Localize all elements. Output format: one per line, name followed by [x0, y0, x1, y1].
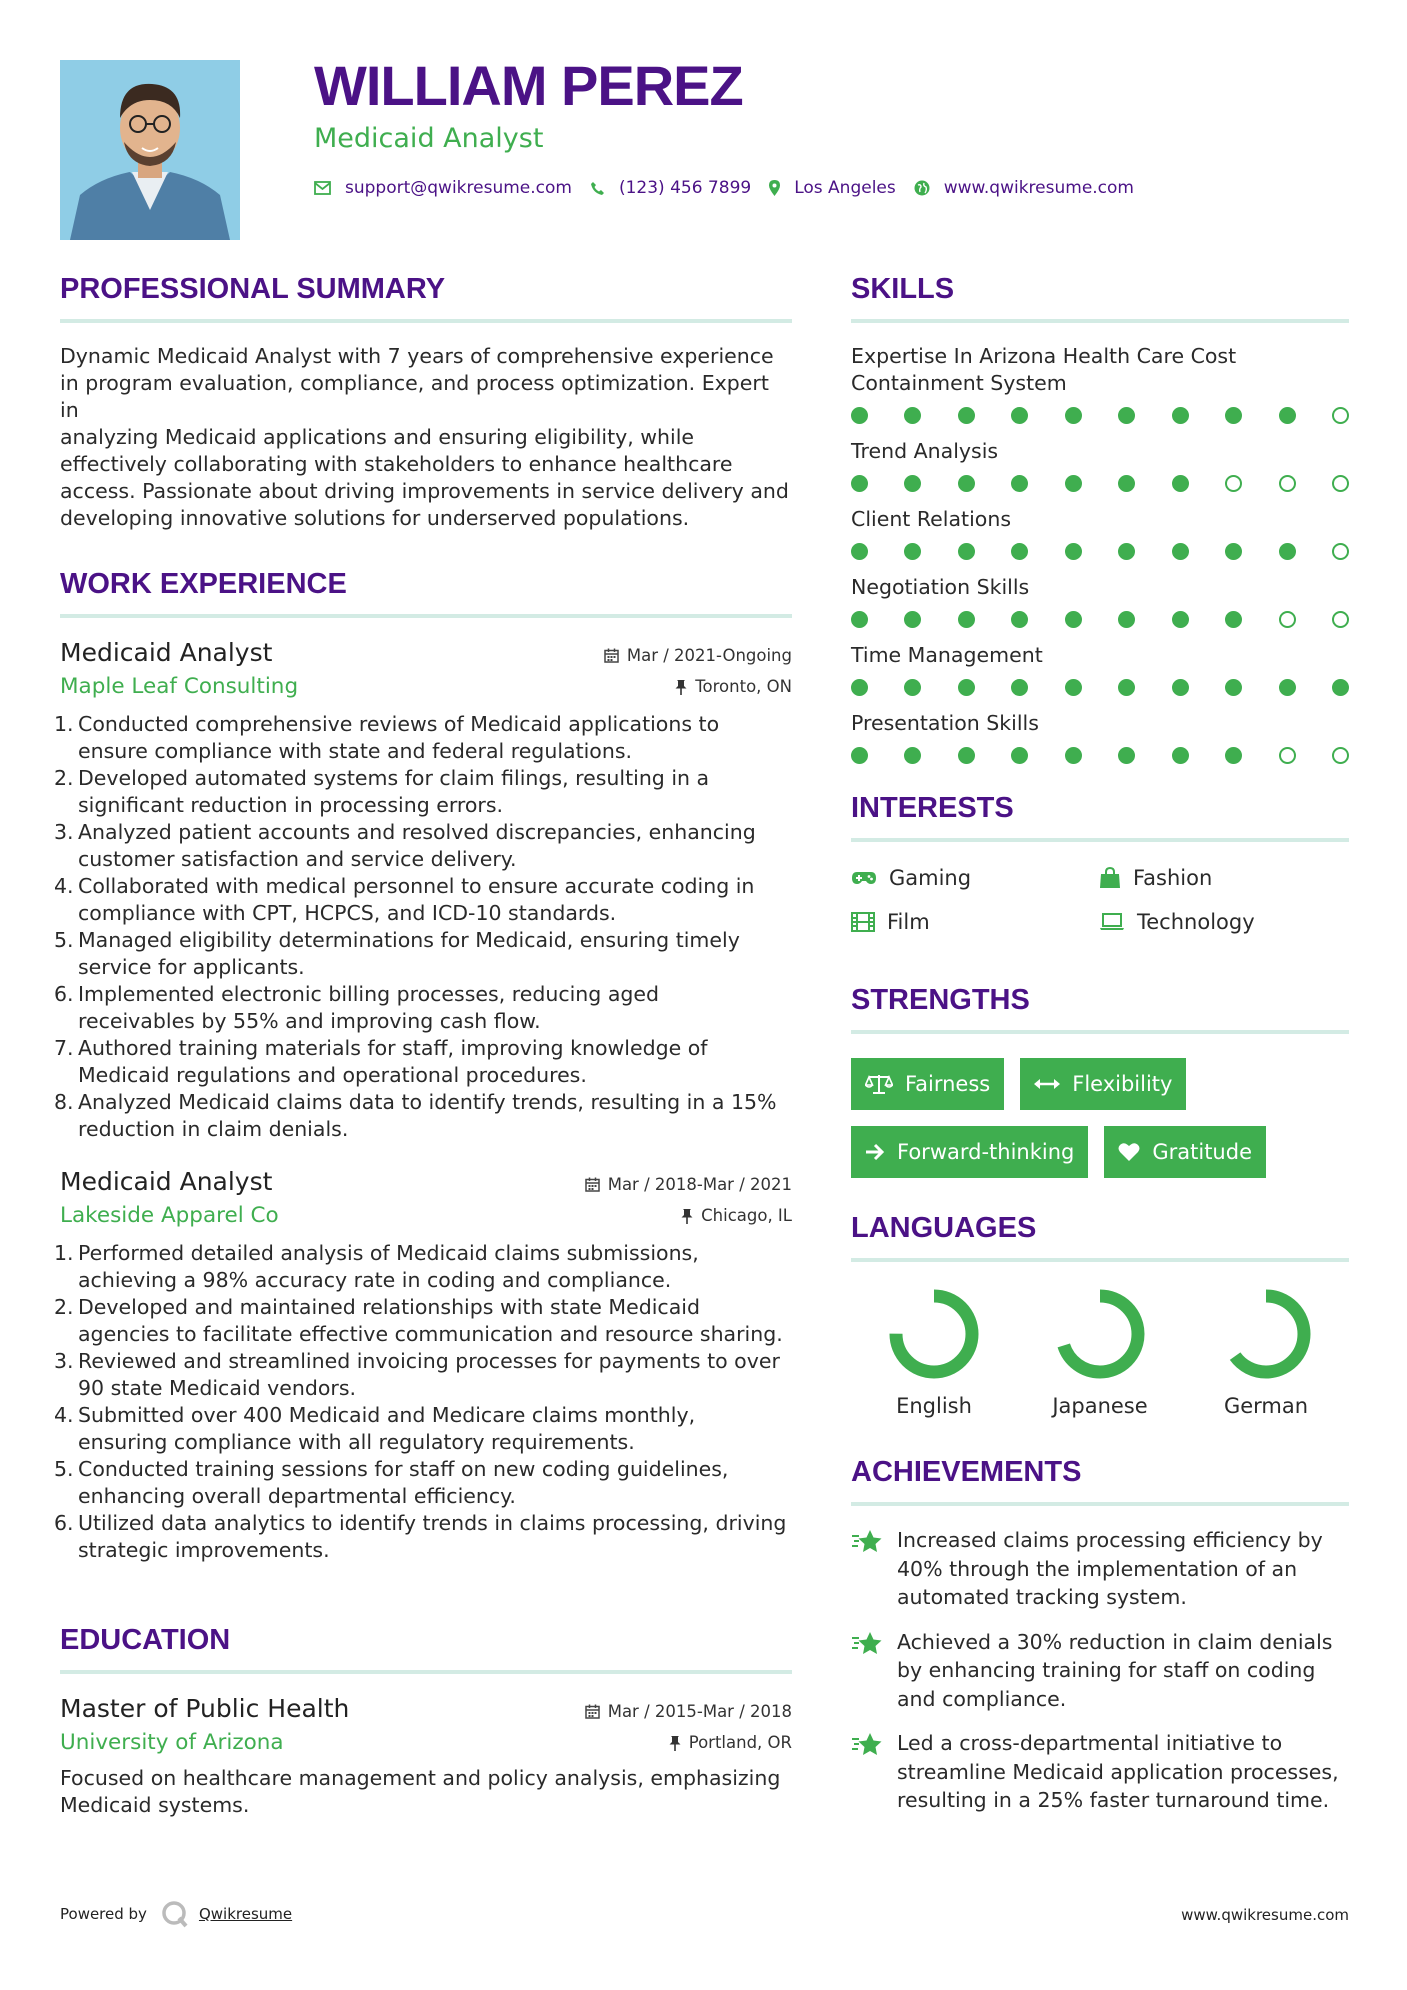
achievement-line: automated tracking system. — [897, 1585, 1187, 1609]
phone-icon — [590, 181, 605, 196]
rating-dot-filled — [1225, 611, 1242, 628]
candidate-title: Medicaid Analyst — [314, 123, 544, 154]
summary-line: developing innovative solutions for underserved populations. — [60, 506, 690, 530]
strength-label: Fairness — [905, 1072, 991, 1096]
skill-name: Expertise In Arizona Health Care Cost — [851, 344, 1237, 368]
rating-dot-filled — [1065, 611, 1082, 628]
section-heading-achievements: ACHIEVEMENTS — [851, 1458, 1349, 1506]
skill-rating — [851, 407, 1349, 424]
rating-dot-filled — [1279, 679, 1296, 696]
duty-line: Utilized data analytics to identify trends in claims processing, driving — [78, 1511, 787, 1535]
language-proficiency-arc — [896, 1296, 972, 1372]
achievement-line: Led a cross-departmental initiative to — [897, 1731, 1283, 1755]
pushpin-icon — [669, 1735, 681, 1751]
contact-phone-text: (123) 456 7899 — [618, 178, 752, 198]
strength-label: Gratitude — [1152, 1140, 1252, 1164]
skill-item — [851, 343, 1349, 424]
rating-dot-filled — [1011, 611, 1028, 628]
skill-name: Time Management — [851, 643, 1043, 667]
achievement-item — [851, 1526, 1349, 1612]
language-item — [1183, 1286, 1349, 1418]
rating-dot-filled — [1172, 747, 1189, 764]
skill-name: Client Relations — [851, 507, 1012, 531]
rating-dot-filled — [1332, 679, 1349, 696]
contact-website-text: www.qwikresume.com — [943, 178, 1134, 198]
job-location — [681, 1206, 792, 1225]
calendar-icon — [604, 648, 619, 663]
skill-rating — [851, 543, 1349, 560]
rating-dot-filled — [1118, 543, 1135, 560]
duty-item: 4. Collaborated with medical personnel to ensure accurate coding in compliance with CPT, HCPCS, and ICD-10 standards. — [60, 873, 792, 927]
duty-line: Conducted comprehensive reviews of Medicaid applications to — [78, 712, 720, 736]
qwikresume-logo-icon — [161, 1900, 189, 1928]
skill-name: Trend Analysis — [851, 439, 999, 463]
languages-section — [851, 1214, 1349, 1418]
achievement-text — [897, 1729, 1339, 1815]
skills-section — [851, 275, 1349, 764]
pushpin-icon — [681, 1208, 693, 1224]
duty-item: 6. Utilized data analytics to identify trends in claims processing, driving strategic improvements. — [60, 1510, 792, 1564]
work-experience-section — [54, 568, 792, 1564]
skill-item — [851, 574, 1349, 628]
duty-item: 4. Submitted over 400 Medicaid and Medicare claims monthly, ensuring compliance with all regulatory requirements. — [60, 1402, 792, 1456]
duty-item: 8. Analyzed Medicaid claims data to identify trends, resulting in a 15% reduction in claim denials. — [60, 1089, 792, 1143]
balance-scale-icon — [865, 1073, 893, 1095]
skill-item — [851, 642, 1349, 696]
rating-dot-filled — [904, 407, 921, 424]
interest-label: Gaming — [889, 866, 972, 890]
strength-label: Forward-thinking — [897, 1140, 1075, 1164]
language-item — [1017, 1286, 1183, 1418]
achievement-text — [897, 1628, 1333, 1714]
rating-dot-filled — [1225, 747, 1242, 764]
achievements-list — [851, 1526, 1349, 1815]
globe-icon — [914, 180, 930, 196]
job-company: Lakeside Apparel Co — [60, 1203, 279, 1228]
achievement-line: by enhancing training for staff on coding — [897, 1658, 1316, 1682]
arrow-right-icon — [865, 1143, 885, 1161]
job-role: Medicaid Analyst — [60, 638, 273, 667]
duty-item: 2. Developed automated systems for claim filings, resulting in a significant reduction in processing errors. — [60, 765, 792, 819]
right-column — [851, 275, 1349, 1831]
interest-label: Technology — [1137, 910, 1255, 934]
achievement-line: resulting in a 25% faster turnaround time. — [897, 1788, 1330, 1812]
achievement-line: Increased claims processing efficiency by — [897, 1528, 1323, 1552]
rating-dot-filled — [1065, 407, 1082, 424]
duty-item: 5. Conducted training sessions for staff on new coding guidelines, enhancing overall departmental efficiency. — [60, 1456, 792, 1510]
skill-rating — [851, 611, 1349, 628]
skill-item — [851, 506, 1349, 560]
summary-line: analyzing Medicaid applications and ensuring eligibility, while — [60, 425, 695, 449]
summary-line: access. Passionate about driving improvements in service delivery and — [60, 479, 789, 503]
duty-line: Performed detailed analysis of Medicaid claims submissions, — [78, 1241, 699, 1265]
achievement-line: 40% through the implementation of an — [897, 1556, 1298, 1581]
job-date — [604, 646, 792, 665]
language-proficiency-ring — [1052, 1286, 1148, 1382]
rating-dot-empty — [1332, 611, 1349, 628]
duty-line: achieving a 98% accuracy rate in coding and compliance. — [78, 1268, 672, 1292]
language-name: German — [1223, 1394, 1309, 1418]
summary-line: Dynamic Medicaid Analyst with 7 years of comprehensive experience — [60, 344, 774, 368]
section-heading-languages: LANGUAGES — [851, 1214, 1349, 1262]
duty-line: Analyzed Medicaid claims data to identify trends, resulting in a 15% — [78, 1090, 777, 1114]
strength-tag — [1020, 1058, 1186, 1110]
duty-item: 5. Managed eligibility determinations for Medicaid, ensuring timely service for applicants. — [60, 927, 792, 981]
skill-name: Presentation Skills — [851, 711, 1039, 735]
rating-dot-filled — [851, 611, 868, 628]
rating-dot-filled — [1011, 475, 1028, 492]
achievement-text — [897, 1526, 1323, 1612]
duty-line: significant reduction in processing errors. — [78, 793, 504, 817]
interests-section — [851, 794, 1349, 934]
skill-item — [851, 438, 1349, 492]
strength-tag — [851, 1058, 1004, 1110]
duty-line: compliance with CPT, HCPCS, and ICD-10 standards. — [78, 901, 617, 925]
rating-dot-empty — [1279, 747, 1296, 764]
education-line: Medicaid systems. — [60, 1793, 250, 1817]
duty-line: Developed automated systems for claim filings, resulting in a — [78, 766, 710, 790]
summary-line: in program evaluation, compliance, and process optimization. Expert in — [60, 371, 769, 422]
job-location-text: Toronto, ON — [695, 677, 792, 696]
education-line: Focused on healthcare management and policy analysis, emphasizing — [60, 1766, 781, 1790]
achievement-item — [851, 1628, 1349, 1714]
rating-dot-filled — [1011, 543, 1028, 560]
rating-dot-empty — [1332, 407, 1349, 424]
duty-line: Reviewed and streamlined invoicing processes for payments to over — [78, 1349, 780, 1373]
rating-dot-filled — [1011, 407, 1028, 424]
skill-rating — [851, 747, 1349, 764]
duty-line: Developed and maintained relationships with state Medicaid — [78, 1295, 700, 1319]
duty-line: 90 state Medicaid vendors. — [78, 1376, 357, 1400]
strength-tag — [851, 1126, 1088, 1178]
duty-line: enhancing overall departmental efficiency. — [78, 1484, 516, 1508]
school-name: University of Arizona — [60, 1730, 284, 1755]
rating-dot-filled — [1118, 679, 1135, 696]
duty-line: customer satisfaction and service delivery. — [78, 847, 517, 871]
duty-line: Submitted over 400 Medicaid and Medicare claims monthly, — [78, 1403, 696, 1427]
language-proficiency-ring — [886, 1286, 982, 1382]
rating-dot-filled — [904, 543, 921, 560]
rating-dot-filled — [1118, 747, 1135, 764]
job-location — [675, 677, 792, 696]
rating-dot-filled — [1011, 747, 1028, 764]
job-date-text: Mar / 2018-Mar / 2021 — [607, 1175, 792, 1194]
rating-dot-filled — [1225, 407, 1242, 424]
education-section — [60, 1626, 792, 1819]
rating-dot-filled — [1172, 679, 1189, 696]
rating-dot-filled — [1065, 679, 1082, 696]
rating-dot-filled — [1011, 679, 1028, 696]
job-entry — [54, 638, 792, 1143]
rating-dot-filled — [851, 679, 868, 696]
duty-line: Conducted training sessions for staff on new coding guidelines, — [78, 1457, 729, 1481]
duty-item: 7. Authored training materials for staff, improving knowledge of Medicaid regulations and operational procedures. — [60, 1035, 792, 1089]
education-description — [60, 1765, 792, 1819]
education-date-text: Mar / 2015-Mar / 2018 — [607, 1702, 792, 1721]
achievement-line: and compliance. — [897, 1686, 1067, 1711]
duty-item: 1. Performed detailed analysis of Medicaid claims submissions, achieving a 98% accuracy rate in coding and compliance. — [60, 1240, 792, 1294]
rating-dot-filled — [851, 543, 868, 560]
rating-dot-filled — [1065, 543, 1082, 560]
language-name: English — [896, 1394, 972, 1418]
rating-dot-filled — [904, 611, 921, 628]
star-trophy-icon — [851, 1731, 883, 1759]
rating-dot-filled — [1172, 611, 1189, 628]
film-icon — [851, 912, 875, 932]
rating-dot-filled — [958, 679, 975, 696]
duty-line: Analyzed patient accounts and resolved discrepancies, enhancing — [78, 820, 756, 844]
rating-dot-filled — [1118, 407, 1135, 424]
job-location-text: Chicago, IL — [701, 1206, 792, 1225]
rating-dot-filled — [958, 543, 975, 560]
footer-brand-link[interactable]: Qwikresume — [198, 1905, 293, 1923]
interests-list — [851, 866, 1349, 934]
rating-dot-filled — [904, 475, 921, 492]
powered-by-text: Powered by — [60, 1905, 147, 1923]
rating-dot-filled — [851, 475, 868, 492]
rating-dot-filled — [904, 747, 921, 764]
duty-line: ensure compliance with state and federal regulations. — [78, 739, 633, 763]
arrows-horizontal-icon — [1034, 1077, 1060, 1091]
languages-list — [851, 1286, 1349, 1418]
duty-line: ensuring compliance with all regulatory requirements. — [78, 1430, 635, 1454]
skill-rating — [851, 679, 1349, 696]
job-entry — [54, 1167, 792, 1564]
rating-dot-empty — [1332, 747, 1349, 764]
duty-line: Collaborated with medical personnel to ensure accurate coding in — [78, 874, 755, 898]
contact-email-text: support@qwikresume.com — [345, 178, 572, 198]
rating-dot-filled — [1279, 543, 1296, 560]
achievement-line: streamline Medicaid application processes, — [897, 1759, 1339, 1784]
section-heading-skills: SKILLS — [851, 275, 1349, 323]
skill-name: Containment System — [851, 371, 1067, 395]
duty-line: reduction in claim denials. — [78, 1117, 349, 1141]
duty-item: 3. Reviewed and streamlined invoicing processes for payments to over 90 state Medicaid vendors. — [60, 1348, 792, 1402]
summary-text — [60, 343, 792, 532]
duty-line: Authored training materials for staff, improving knowledge of — [78, 1036, 708, 1060]
interest-item — [851, 866, 1099, 890]
achievements-section — [851, 1458, 1349, 1815]
section-heading-interests: INTERESTS — [851, 794, 1349, 842]
achievement-line: Achieved a 30% reduction in claim denials — [897, 1629, 1333, 1654]
rating-dot-filled — [851, 747, 868, 764]
achievement-item — [851, 1729, 1349, 1815]
rating-dot-filled — [904, 679, 921, 696]
contact-phone[interactable] — [590, 178, 751, 198]
language-proficiency-arc — [1228, 1296, 1304, 1372]
footer-powered-by — [60, 1900, 292, 1928]
rating-dot-filled — [1225, 679, 1242, 696]
rating-dot-empty — [1332, 543, 1349, 560]
heart-icon — [1118, 1142, 1140, 1162]
calendar-icon — [585, 1177, 600, 1192]
duty-item: 6. Implemented electronic billing processes, reducing aged receivables by 55% and improving cash flow. — [60, 981, 792, 1035]
job-date — [585, 1175, 792, 1194]
language-name: Japanese — [1052, 1394, 1148, 1418]
strengths-section — [851, 986, 1349, 1178]
education-date — [585, 1702, 792, 1721]
footer-website[interactable]: www.qwikresume.com — [1181, 1906, 1349, 1924]
envelope-icon — [314, 181, 331, 195]
duty-item: 1. Conducted comprehensive reviews of Medicaid applications to ensure compliance with state and federal regulations. — [60, 711, 792, 765]
laptop-icon — [1099, 913, 1125, 931]
gamepad-icon — [851, 870, 877, 886]
duty-line: Implemented electronic billing processes, reducing aged — [78, 982, 660, 1006]
duty-line: service for applicants. — [78, 955, 305, 979]
duty-line: Medicaid regulations and operational procedures. — [78, 1063, 587, 1087]
skills-list — [851, 343, 1349, 764]
interest-item — [1099, 910, 1349, 934]
section-heading-summary: PROFESSIONAL SUMMARY — [60, 275, 792, 323]
contact-email[interactable] — [314, 178, 572, 198]
job-duties-list — [54, 711, 792, 1143]
degree: Master of Public Health — [60, 1694, 350, 1723]
left-column — [54, 273, 792, 1819]
duty-line: receivables by 55% and improving cash flow. — [78, 1009, 541, 1033]
duty-line: agencies to facilitate effective communication and resource sharing. — [78, 1322, 783, 1346]
skill-name: Negotiation Skills — [851, 575, 1030, 599]
interest-item — [1099, 866, 1349, 890]
rating-dot-filled — [1065, 747, 1082, 764]
language-item — [851, 1286, 1017, 1418]
duty-line: Managed eligibility determinations for Medicaid, ensuring timely — [78, 928, 740, 952]
rating-dot-filled — [1118, 475, 1135, 492]
rating-dot-filled — [1225, 543, 1242, 560]
strength-tag — [1104, 1126, 1266, 1178]
job-company: Maple Leaf Consulting — [60, 674, 299, 699]
pushpin-icon — [675, 679, 687, 695]
rating-dot-filled — [1065, 475, 1082, 492]
profile-photo — [60, 60, 240, 240]
language-proficiency-ring — [1218, 1286, 1314, 1382]
job-duties-list — [54, 1240, 792, 1564]
star-trophy-icon — [851, 1630, 883, 1658]
job-date-text: Mar / 2021-Ongoing — [626, 646, 792, 665]
rating-dot-filled — [1279, 407, 1296, 424]
duty-item: 2. Developed and maintained relationships with state Medicaid agencies to facilitate effective communication and resource sharing. — [60, 1294, 792, 1348]
language-proficiency-arc — [1062, 1296, 1138, 1372]
calendar-icon — [585, 1704, 600, 1719]
strength-label: Flexibility — [1072, 1072, 1173, 1096]
contact-location — [769, 178, 896, 198]
job-role: Medicaid Analyst — [60, 1167, 273, 1196]
duty-item: 3. Analyzed patient accounts and resolved discrepancies, enhancing customer satisfaction and service delivery. — [60, 819, 792, 873]
rating-dot-empty — [1225, 475, 1242, 492]
rating-dot-filled — [1118, 611, 1135, 628]
star-trophy-icon — [851, 1528, 883, 1556]
map-marker-icon — [769, 180, 780, 196]
interest-label: Film — [887, 910, 930, 934]
candidate-name: WILLIAM PEREZ — [314, 54, 743, 117]
rating-dot-filled — [1172, 407, 1189, 424]
rating-dot-filled — [958, 611, 975, 628]
rating-dot-filled — [1172, 543, 1189, 560]
rating-dot-filled — [958, 747, 975, 764]
education-location-text: Portland, OR — [688, 1733, 792, 1752]
section-heading-strengths: STRENGTHS — [851, 986, 1349, 1034]
duty-line: strategic improvements. — [78, 1538, 330, 1562]
interest-label: Fashion — [1133, 866, 1213, 890]
rating-dot-filled — [958, 475, 975, 492]
strengths-list — [851, 1058, 1349, 1178]
education-entry — [60, 1694, 792, 1819]
summary-line: effectively collaborating with stakeholders to enhance healthcare — [60, 452, 733, 476]
skill-rating — [851, 475, 1349, 492]
rating-dot-filled — [851, 407, 868, 424]
education-location — [669, 1733, 792, 1752]
rating-dot-empty — [1279, 611, 1296, 628]
shopping-bag-icon — [1099, 867, 1121, 889]
skill-item — [851, 710, 1349, 764]
rating-dot-empty — [1332, 475, 1349, 492]
professional-summary-section — [60, 275, 792, 532]
rating-dot-filled — [958, 407, 975, 424]
contact-bar — [314, 178, 1152, 198]
rating-dot-empty — [1279, 475, 1296, 492]
interest-item — [851, 910, 1099, 934]
contact-location-text: Los Angeles — [794, 178, 896, 198]
section-heading-education: EDUCATION — [60, 1626, 792, 1674]
contact-website[interactable] — [914, 178, 1134, 198]
section-heading-experience: WORK EXPERIENCE — [60, 570, 792, 618]
rating-dot-filled — [1172, 475, 1189, 492]
